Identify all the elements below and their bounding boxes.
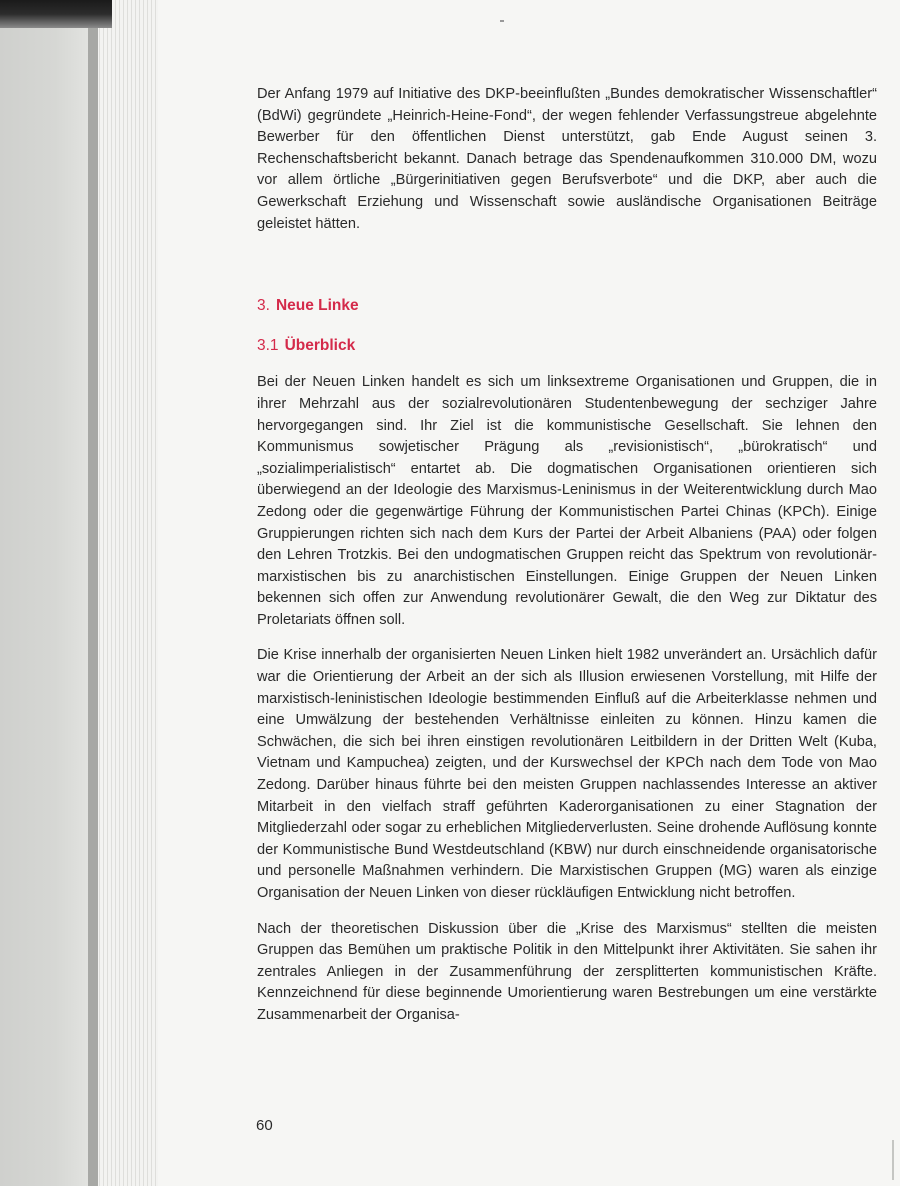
page-stack-shade [88, 0, 98, 1186]
scan-speck [500, 20, 504, 22]
subsection-heading [257, 335, 877, 357]
book-page-edge [0, 0, 158, 1186]
edge-shadow [0, 0, 92, 1186]
paragraph-2: Bei der Neuen Linken handelt es sich um linksextreme Organisationen und Gruppen, die in ihrer Mehrzahl aus der sozialrevolutionären Studentenbewegung der sechziger Jahre hervorgegangen sind. Ihr Ziel ist die kommunistische Gesellschaft. Sie lehnen den Kommunismus sowjetischer Prägung als „revisionistisch“, „bürokratisch“ und „sozialimperialistisch“ entartet ab. Die dogmatischen Organisationen orientieren sich überwiegend an der Ideologie des Marxismus-Leninismus in der Weiterentwicklung durch Mao Zedong oder die gegenwärtige Führung der Kommunistischen Partei Chinas (KPCh). Einige Gruppierungen richten sich nach dem Kurs der Partei der Arbeit Albaniens (PAA) oder folgen den Lehren Trotzkis. Bei den undogmatischen Gruppen reicht das Spektrum von revolutionär-marxistischen bis zu anarchistischen Einstellungen. Einige Gruppen der Neuen Linken bekennen sich offen zur Anwendung revolutionärer Gewalt, die den Weg zur Diktatur des Proletariats öffnen soll. [257, 374, 877, 628]
section-number: 3. [257, 297, 270, 315]
scan-edge-mark [892, 1140, 894, 1180]
paragraph-3: Die Krise innerhalb der organisierten Neuen Linken hielt 1982 unverändert an. Ursächlich dafür war die Orientierung der Arbeit an der sich als Illusion erwiesenen Vorstellung, mit Hilfe der marxistisch-leninistischen Ideologie bestimmenden Einfluß auf die Arbeiterklasse nehmen und eine Umwälzung der bestehenden Verhältnisse einleiten zu können. Hinzu kamen die Schwächen, die sich bei ihren einstigen revolutionären Leitbildern in der Dritten Welt (Kuba, Vietnam und Kampuchea) zeigten, und der Kurswechsel der KPCh nach dem Tode von Mao Zedong. Darüber hinaus führte bei den meisten Gruppen nachlassendes Interesse an aktiver Mitarbeit in den vielfach straff geführten Kaderorganisationen zu einer Stagnation der Mitgliederzahl oder sogar zu erheblichen Mitgliederverlusten. Seine drohende Auflösung konnte der Kommunistische Bund Westdeutschland (KBW) nur durch einschneidende organisatorische und personelle Maßnahmen verhindern. Die Marxistischen Gruppen (MG) waren als einzige Organisation der Neuen Linken von dieser rückläufigen Entwicklung nicht betroffen. [257, 647, 877, 901]
section-title: Neue Linke [275, 297, 359, 315]
section-heading [257, 295, 877, 317]
body-text [257, 84, 877, 1041]
subsection-number: 3.1 [257, 336, 279, 354]
page-stack [88, 0, 158, 1186]
paragraph-1: Der Anfang 1979 auf Initiative des DKP-beeinflußten „Bundes demokratischer Wissenschaftler“ (BdWi) gegründete „Heinrich-Heine-Fond“, der wegen fehlender Verfassungstreue abgelehnte Bewerber für den öffentlichen Dienst unterstützt, gab Ende August seinen 3. Rechenschaftsbericht bekannt. Danach betrage das Spendenaufkommen 310.000 DM, wozu vor allem örtliche „Bürgerinitiativen gegen Berufsverbote“ und die DKP, aber auch die Gewerkschaft Erziehung und Wissenschaft sowie ausländische Organisationen Beiträge geleistet hätten. [257, 86, 877, 232]
subsection-title: Überblick [284, 336, 356, 354]
paragraph-4: Nach der theoretischen Diskussion über die „Krise des Marxismus“ stellten die meisten Gruppen das Bemühen um praktische Politik in den Mittelpunkt ihrer Aktivitäten. Sie sahen ihr zentrales Anliegen in der Zusammenführung der zersplitterten kommunistischen Kräfte. Kennzeichnend für diese beginnende Umorientierung waren Bestrebungen um eine verstärkte Zusammenarbeit der Organisa- [257, 920, 877, 1023]
edge-top-dark [0, 0, 112, 28]
page-number: 60 [256, 1117, 273, 1134]
